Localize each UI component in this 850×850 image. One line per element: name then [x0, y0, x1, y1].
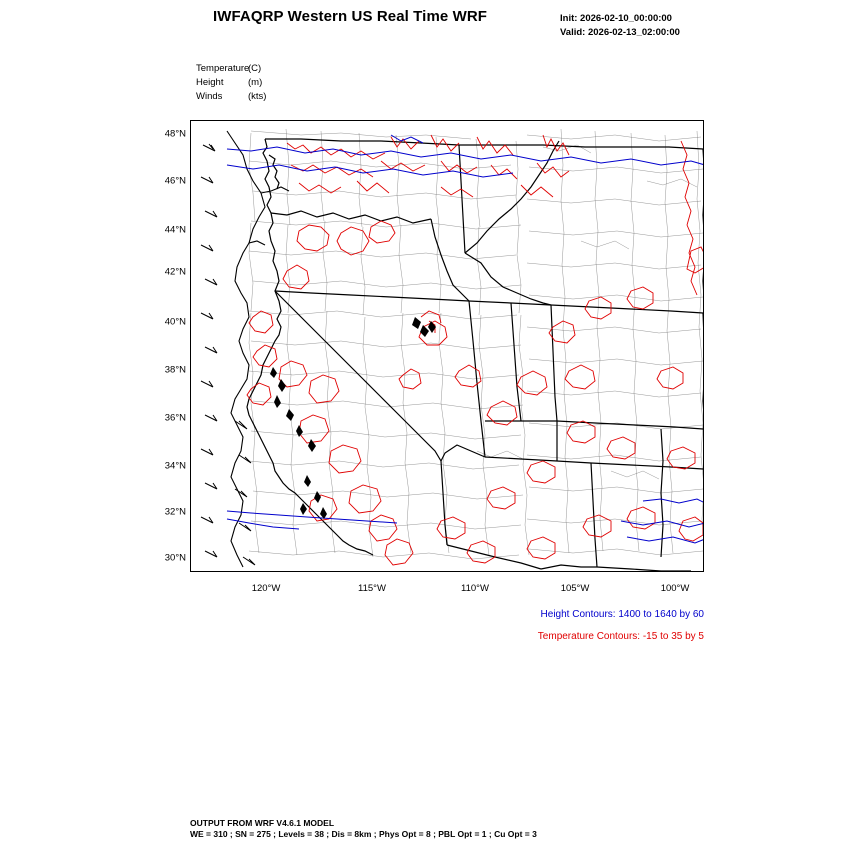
x-tick-100w: 100°W — [660, 583, 690, 594]
x-tick-120w: 120°W — [251, 583, 281, 594]
legend-height-units — [196, 77, 262, 88]
legend-winds-units — [196, 91, 266, 102]
y-axis-labels — [140, 120, 186, 572]
page-title: IWFAQRP Western US Real Time WRF — [212, 8, 488, 25]
x-tick-110w: 110°W — [461, 583, 489, 594]
temperature-contour-legend: Temperature Contours: -15 to 35 by 5 — [537, 631, 704, 642]
coastline — [227, 131, 289, 567]
legend-temperature-units — [196, 63, 261, 74]
init-time-label: Init: 2026-02-10_00:00:00 — [560, 13, 672, 24]
y-tick-30n: 30°N — [164, 552, 186, 564]
legend-height-name: Height — [196, 77, 224, 88]
legend-temperature-unit: (C) — [248, 63, 262, 74]
x-tick-115w: 115°W — [358, 583, 386, 594]
y-tick-36n: 36°N — [164, 412, 186, 424]
y-tick-38n: 38°N — [164, 364, 186, 376]
model-config-line: WE = 310 ; SN = 275 ; Levels = 38 ; Dis = 8km ; Phys Opt = 8 ; PBL Opt = 1 ; Cu Opt = 3 — [190, 829, 537, 839]
legend-temperature-name: Temperature — [196, 63, 250, 74]
legend-height-unit: (m) — [248, 77, 263, 88]
height-contours — [227, 135, 704, 543]
map-graphic — [191, 121, 704, 572]
x-axis-labels — [190, 583, 704, 599]
y-tick-42n: 42°N — [164, 266, 186, 278]
y-tick-34n: 34°N — [164, 460, 186, 472]
y-tick-44n: 44°N — [164, 224, 186, 236]
valid-time-label: Valid: 2026-02-13_02:00:00 — [560, 27, 680, 38]
y-tick-32n: 32°N — [164, 506, 186, 518]
wind-barbs — [201, 144, 255, 565]
y-tick-48n: 48°N — [164, 128, 186, 139]
map-plot-area — [190, 120, 704, 572]
legend-winds-name: Winds — [196, 91, 223, 102]
height-contour-legend: Height Contours: 1400 to 1640 by 60 — [540, 609, 704, 620]
x-tick-105w: 105°W — [560, 583, 590, 594]
y-tick-40n: 40°N — [164, 316, 186, 328]
legend-winds-unit: (kts) — [248, 91, 267, 102]
y-tick-46n: 46°N — [164, 175, 186, 187]
terrain-marks — [270, 317, 436, 519]
model-output-line: OUTPUT FROM WRF V4.6.1 MODEL — [190, 818, 335, 828]
